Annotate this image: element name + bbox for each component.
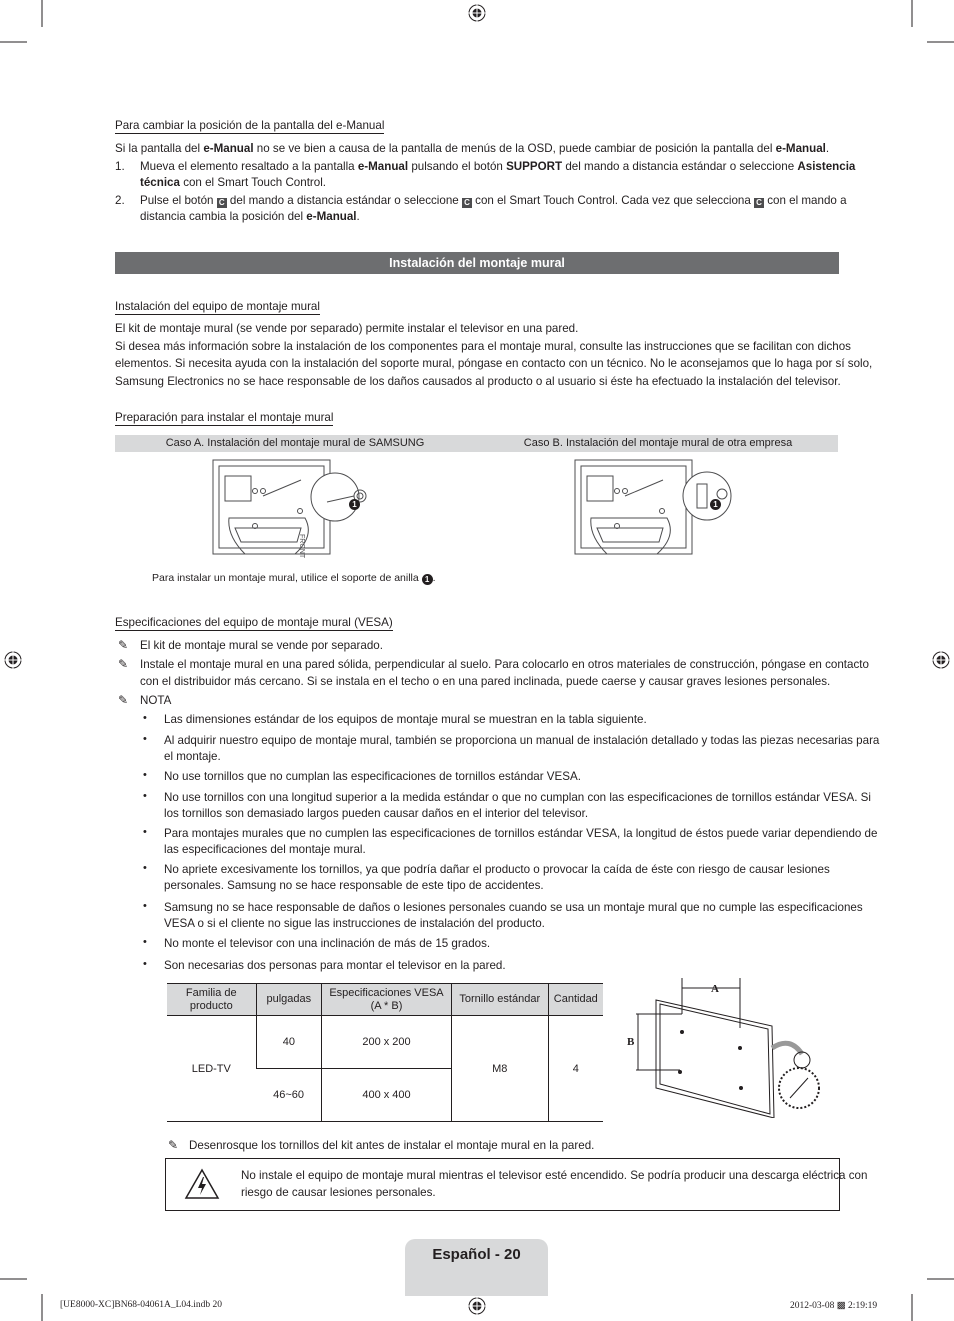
nota-bullet-text: personales. Samsung no se hace responsable de este tipo de accidentes.	[164, 879, 544, 892]
case-a-label: Caso A. Instalación del montaje mural de SAMSUNG	[165, 437, 425, 449]
step-1-text: Mueva el elemento resaltado a la pantalla e-Manual pulsando el botón SUPPORT del mando a distancia estándar o seleccione Asistencia	[140, 160, 856, 173]
svg-text:FRONT: FRONT	[298, 534, 305, 559]
nota-bullet-text: Las dimensiones estándar de los equipos de montaje mural se muestran en la tabla siguiente.	[164, 713, 647, 726]
warning-text: No instale el equipo de montaje mural mientras el televisor esté encendido. Se podría producir una descarga eléctrica con	[241, 1169, 868, 1182]
warning-box	[165, 1158, 868, 1211]
table-row	[167, 1016, 603, 1069]
dimension-a-label: A	[711, 983, 719, 995]
bullet-dot-icon: •	[143, 733, 147, 745]
bullet-dot-icon: •	[143, 790, 147, 802]
c-button-icon: C	[217, 198, 227, 208]
step-2-number: 2.	[115, 194, 125, 207]
bullet-dot-icon: •	[143, 900, 147, 912]
install-kit-line: El kit de montaje mural (se vende por separado) permite instalar el televisor en una pared.	[115, 322, 579, 335]
note-pencil-icon: ✎	[118, 638, 129, 652]
step-1-number: 1.	[115, 160, 125, 173]
c-button-icon: C	[462, 198, 472, 208]
step-2-text-cont: distancia cambia la posición del e-Manual.	[140, 210, 360, 223]
install-kit-line: Samsung Electronics no se hace responsable de los daños causados al producto o al usuario si éste ha efectuado la instalación del televisor.	[115, 375, 841, 388]
dimension-b-label: B	[627, 1036, 635, 1048]
file-info: [UE8000-XC]BN68-04061A_L04.indb 20	[60, 1300, 223, 1310]
nota-bullet-text: Al adquirir nuestro equipo de montaje mural, también se proporciona un manual de instalación detallado y todas las piezas necesarias para	[164, 734, 880, 747]
warning-text-cont: riesgo de causar lesiones personales.	[241, 1186, 436, 1199]
vesa-cell: 200 x 200	[322, 1016, 452, 1069]
emanual-intro-text: Si la pantalla del e-Manual no se ve bien a causa de la pantalla de menús de la OSD, puede cambiar de posición la pantalla del e-Manual.	[115, 142, 830, 155]
qty-cell: 4	[548, 1016, 603, 1122]
vesa-note: El kit de montaje mural se vende por separado.	[140, 639, 383, 652]
vesa-spec-table	[167, 983, 603, 1122]
nota-bullet-text: Para montajes murales que no cumplen las especificaciones de tornillos estándar VESA, la longitud de éstos puede variar dependiendo de	[164, 827, 878, 840]
header-cell: Especificaciones VESA (A * B)	[322, 984, 452, 1016]
install-kit-line: Si desea más información sobre la instalación de los componentes para el montaje mural, consulte las instrucciones que se facilitan con dichos	[115, 340, 851, 353]
bullet-dot-icon: •	[143, 862, 147, 874]
vesa-dimension-diagram	[622, 978, 832, 1118]
nota-bullet-text: No use tornillos que no cumplan las especificaciones de tornillos estándar VESA.	[164, 770, 581, 783]
callout-1-badge: 1	[710, 499, 721, 510]
case-b-label: Caso B. Instalación del montaje mural de otra empresa	[523, 437, 793, 449]
screw-cell: M8	[451, 1016, 548, 1122]
header-cell: pulgadas	[256, 984, 321, 1016]
header-cell: Familia de producto	[167, 984, 256, 1016]
nota-bullet-text: el montaje.	[164, 750, 221, 763]
vesa-note: Instale el montaje mural en una pared sólida, perpendicular al suelo. Para colocarlo en otros materiales de construcción, póngase en contacto	[140, 658, 869, 671]
nota-bullet-text: No apriete excesivamente los tornillos, ya que podría dañar el producto o provocar la caída de éste con riesgo de causar lesiones	[164, 863, 830, 876]
header-cell: Cantidad	[548, 984, 603, 1016]
nota-bullet-text: los tornillos son demasiado largos pueden causar daños en el interior del televisor.	[164, 807, 589, 820]
nota-bullet-text: Son necesarias dos personas para montar el televisor en la pared.	[164, 959, 506, 972]
bullet-dot-icon: •	[143, 826, 147, 838]
nota-label: NOTA	[140, 694, 172, 707]
bullet-dot-icon: •	[143, 958, 147, 970]
section-heading-vesa: Especificaciones del equipo de montaje mural (VESA)	[115, 616, 393, 629]
inches-cell: 40	[256, 1016, 321, 1069]
nota-bullet-text: No use tornillos con una longitud superior a la medida estándar o que no cumplan con las especificaciones de tornillos estándar VESA. Si	[164, 791, 871, 804]
note-pencil-icon: ✎	[118, 657, 129, 671]
install-kit-line: elementos. Si necesita ayuda con la instalación del soporte mural, póngase en contacto con un técnico. No le aconsejamos que lo haga por sí solo,	[115, 357, 873, 370]
callout-1-badge: 1	[349, 499, 360, 510]
print-timestamp: 2012-03-08 ▩ 2:19:19	[790, 1301, 878, 1311]
bullet-dot-icon: •	[143, 769, 147, 781]
step-1-text-cont: técnica con el Smart Touch Control.	[140, 176, 327, 189]
family-cell: LED-TV	[167, 1016, 256, 1122]
case-header-bar	[115, 435, 838, 452]
unscrew-note: Desenrosque los tornillos del kit antes de instalar el montaje mural en la pared.	[189, 1139, 595, 1152]
note-pencil-icon: ✎	[118, 693, 129, 707]
section-heading-emanual-position: Para cambiar la posición de la pantalla del e-Manual	[115, 119, 385, 132]
page-label: Español - 20	[432, 1246, 521, 1263]
header-cell: Tornillo estándar	[451, 984, 548, 1016]
bullet-dot-icon: •	[143, 712, 147, 724]
c-button-icon: C	[754, 198, 764, 208]
section-heading-install-kit: Instalación del equipo de montaje mural	[115, 300, 320, 313]
section-heading-preparation: Preparación para instalar el montaje mural	[115, 411, 334, 424]
nota-bullet-text: las especificaciones del montaje mural.	[164, 843, 366, 856]
electric-shock-warning-icon	[184, 1168, 220, 1200]
ring-holder-caption: Para instalar un montaje mural, utilice el soporte de anilla 1 .	[152, 572, 436, 584]
page-number-tab	[405, 1239, 548, 1296]
note-pencil-icon: ✎	[168, 1138, 179, 1152]
case-a-illustration	[205, 456, 395, 568]
table-header-row	[167, 984, 603, 1016]
nota-bullet-text: No monte el televisor con una inclinación de más de 15 grados.	[164, 937, 491, 950]
section-title-bar: Instalación del montaje mural	[115, 252, 839, 274]
vesa-cell: 400 x 400	[322, 1069, 452, 1122]
inches-cell: 46~60	[256, 1069, 321, 1122]
vesa-note-cont: con el distribuidor más cercano. Si se instala en el techo o en una pared inclinada, puede caerse y causar graves lesiones personales.	[140, 675, 831, 688]
case-b-illustration	[567, 456, 757, 568]
nota-bullet-text: VESA o si el cliente no sigue las instrucciones de instalación del producto.	[164, 917, 545, 930]
nota-bullet-text: Samsung no se hace responsable de daños o lesiones personales cuando se usa un montaje mural que no cumple las especificaciones	[164, 901, 863, 914]
step-2-text: Pulse el botón C del mando a distancia estándar o seleccione C con el Smart Touch Control. Cada vez que selecciona C con el mando a	[140, 194, 847, 207]
bullet-dot-icon: •	[143, 936, 147, 948]
